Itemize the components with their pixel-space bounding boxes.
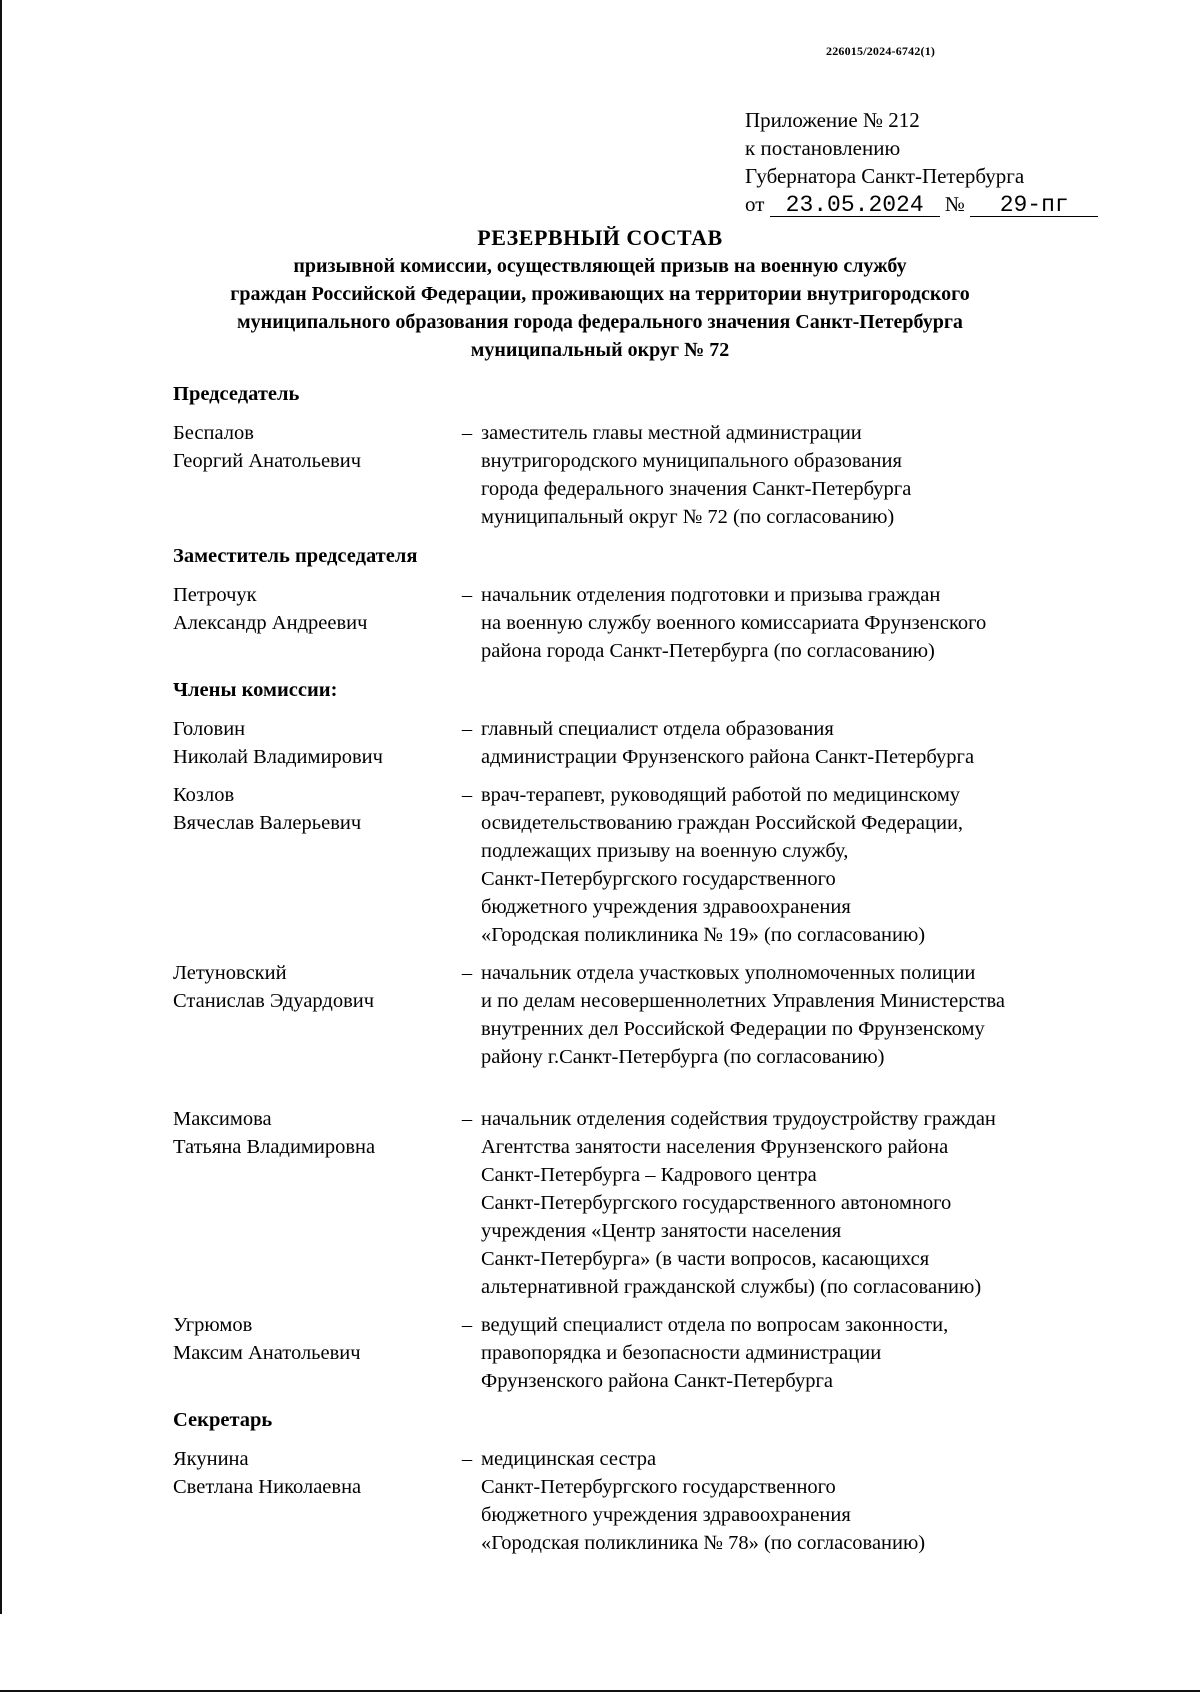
member-role-line: району г.Санкт-Петербурга (по согласованию) bbox=[481, 1046, 885, 1068]
member-role-line: начальник отдела участковых уполномоченных полиции bbox=[481, 962, 976, 984]
member-given-names: Татьяна Владимировна bbox=[173, 1136, 376, 1158]
member-role-line: внутренних дел Российской Федерации по Фрунзенскому bbox=[481, 1018, 985, 1040]
member-entry bbox=[173, 715, 1113, 771]
member-name bbox=[173, 1311, 453, 1395]
member-given-names: Георгий Анатольевич bbox=[173, 450, 362, 472]
section-title: Председатель bbox=[173, 383, 300, 405]
appendix-line-3: Губернатора Санкт-Петербурга bbox=[745, 164, 1025, 188]
member-surname: Максимова bbox=[173, 1108, 272, 1130]
member-given-names: Вячеслав Валерьевич bbox=[173, 812, 362, 834]
date-prefix: от bbox=[745, 192, 765, 216]
member-surname: Козлов bbox=[173, 784, 235, 806]
member-name bbox=[173, 715, 453, 771]
member-role-line: «Городская поликлиника № 19» (по согласованию) bbox=[481, 924, 926, 946]
member-entry bbox=[173, 581, 1113, 665]
member-given-names: Николай Владимирович bbox=[173, 746, 383, 768]
heading-line: граждан Российской Федерации, проживающих на территории внутригородского bbox=[230, 283, 970, 305]
appendix-date-line bbox=[745, 190, 1098, 218]
member-entry bbox=[173, 959, 1113, 1071]
member-role-line: альтернативной гражданской службы) (по согласованию) bbox=[481, 1276, 982, 1298]
number-sign: № bbox=[944, 192, 965, 216]
member-role-line: освидетельствованию граждан Российской Федерации, bbox=[481, 812, 964, 834]
member-role bbox=[481, 1105, 1113, 1301]
role-dash: – bbox=[461, 718, 473, 740]
member-entry bbox=[173, 419, 1113, 531]
member-role-line: начальник отделения подготовки и призыва граждан bbox=[481, 584, 941, 606]
member-role-line: внутригородского муниципального образования bbox=[481, 450, 902, 472]
member-surname: Петрочук bbox=[173, 584, 257, 606]
role-dash: – bbox=[461, 1108, 473, 1130]
member-name bbox=[173, 1105, 453, 1301]
member-role-line: начальник отделения содействия трудоустройству граждан bbox=[481, 1108, 996, 1130]
resolution-date: 23.05.2024 bbox=[770, 194, 940, 217]
appendix-line-2: к постановлению bbox=[745, 136, 901, 160]
member-role-line: врач-терапевт, руководящий работой по медицинскому bbox=[481, 784, 961, 806]
member-role-line: бюджетного учреждения здравоохранения bbox=[481, 1504, 851, 1526]
member-role bbox=[481, 781, 1113, 949]
section-title: Секретарь bbox=[173, 1409, 273, 1431]
section-title: Члены комиссии: bbox=[173, 679, 338, 701]
member-role-line: Агентства занятости населения Фрунзенского района bbox=[481, 1136, 949, 1158]
member-given-names: Максим Анатольевич bbox=[173, 1342, 361, 1364]
commission-roster bbox=[173, 381, 1113, 1557]
member-role bbox=[481, 1445, 1113, 1557]
member-role-line: правопорядка и безопасности администрации bbox=[481, 1342, 882, 1364]
member-role-line: города федерального значения Санкт-Петербурга bbox=[481, 478, 912, 500]
member-role-line: Санкт-Петербургского государственного bbox=[481, 868, 836, 890]
member-role-line: Санкт-Петербургского государственного bbox=[481, 1476, 836, 1498]
member-role-line: Санкт-Петербурга – Кадрового центра bbox=[481, 1164, 817, 1186]
heading-line: муниципального образования города федерального значения Санкт-Петербурга bbox=[237, 311, 963, 333]
section-title: Заместитель председателя bbox=[173, 545, 418, 567]
member-role-line: Санкт-Петербургского государственного автономного bbox=[481, 1192, 952, 1214]
member-name bbox=[173, 581, 453, 665]
member-name bbox=[173, 781, 453, 949]
member-entry bbox=[173, 1311, 1113, 1395]
member-name bbox=[173, 1445, 453, 1557]
member-role-line: заместитель главы местной администрации bbox=[481, 422, 862, 444]
member-surname: Беспалов bbox=[173, 422, 254, 444]
member-role-line: Фрунзенского района Санкт-Петербурга bbox=[481, 1370, 833, 1392]
role-dash: – bbox=[461, 422, 473, 444]
member-role-line: подлежащих призыву на военную службу, bbox=[481, 840, 849, 862]
member-role-line: бюджетного учреждения здравоохранения bbox=[481, 896, 851, 918]
heading-line: муниципальный округ № 72 bbox=[470, 339, 730, 361]
member-role-line: главный специалист отдела образования bbox=[481, 718, 834, 740]
member-entry bbox=[173, 1445, 1113, 1557]
member-role bbox=[481, 581, 1113, 665]
document-title: РЕЗЕРВНЫЙ СОСТАВ bbox=[477, 225, 723, 250]
appendix-block bbox=[745, 106, 1098, 218]
member-entry bbox=[173, 1105, 1113, 1301]
member-role-line: муниципальный округ № 72 (по согласованию) bbox=[481, 506, 895, 528]
member-entry bbox=[173, 781, 1113, 949]
heading-line: призывной комиссии, осуществляющей призыв на военную службу bbox=[293, 255, 907, 277]
role-dash: – bbox=[461, 1448, 473, 1470]
member-surname: Якунина bbox=[173, 1448, 249, 1470]
role-dash: – bbox=[461, 784, 473, 806]
member-role bbox=[481, 715, 1113, 771]
appendix-line-1: Приложение № 212 bbox=[745, 108, 920, 132]
document-heading bbox=[0, 224, 1200, 364]
member-role-line: района города Санкт-Петербурга (по согласованию) bbox=[481, 640, 935, 662]
member-role-line: и по делам несовершеннолетних Управления Министерства bbox=[481, 990, 1006, 1012]
member-surname: Летуновский bbox=[173, 962, 287, 984]
member-role bbox=[481, 419, 1113, 531]
member-surname: Головин bbox=[173, 718, 246, 740]
resolution-number: 29-пг bbox=[970, 194, 1098, 217]
member-given-names: Светлана Николаевна bbox=[173, 1476, 362, 1498]
member-role-line: учреждения «Центр занятости населения bbox=[481, 1220, 842, 1242]
member-role bbox=[481, 1311, 1113, 1395]
member-name bbox=[173, 959, 453, 1071]
role-dash: – bbox=[461, 962, 473, 984]
role-dash: – bbox=[461, 584, 473, 606]
member-role bbox=[481, 959, 1113, 1071]
document-registration-number: 226015/2024-6742(1) bbox=[826, 44, 936, 58]
role-dash: – bbox=[461, 1314, 473, 1336]
member-given-names: Александр Андреевич bbox=[173, 612, 368, 634]
member-role-line: администрации Фрунзенского района Санкт-Петербурга bbox=[481, 746, 975, 768]
member-given-names: Станислав Эдуардович bbox=[173, 990, 375, 1012]
member-role-line: медицинская сестра bbox=[481, 1448, 657, 1470]
member-role-line: на военную службу военного комиссариата Фрунзенского bbox=[481, 612, 987, 634]
member-surname: Угрюмов bbox=[173, 1314, 253, 1336]
member-name bbox=[173, 419, 453, 531]
member-role-line: Санкт-Петербурга» (в части вопросов, касающихся bbox=[481, 1248, 930, 1270]
member-role-line: «Городская поликлиника № 78» (по согласованию) bbox=[481, 1532, 926, 1554]
member-role-line: ведущий специалист отдела по вопросам законности, bbox=[481, 1314, 949, 1336]
